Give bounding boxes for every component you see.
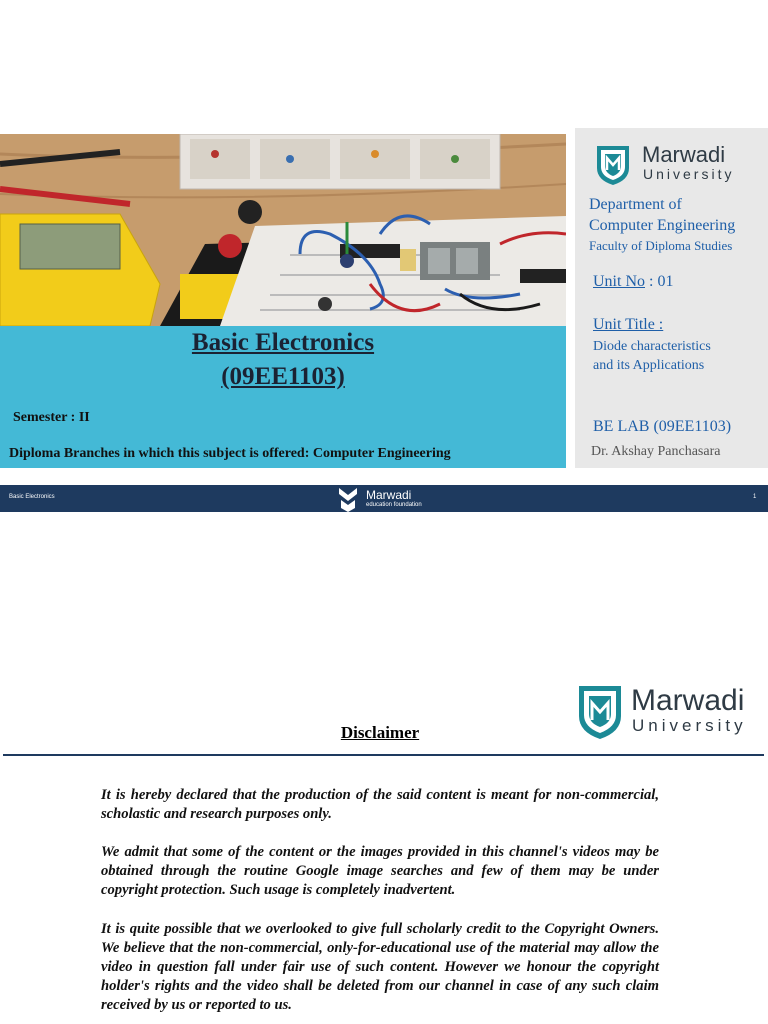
logo-sub: University xyxy=(643,166,735,182)
electronics-lab-photo xyxy=(0,134,566,326)
branches-label: Diploma Branches in which this subject is offered: Computer Engineering xyxy=(9,446,451,461)
unit-title-line1: Diode characteristics xyxy=(593,339,711,354)
logo-sub: University xyxy=(632,716,747,735)
course-code: (09EE1103) xyxy=(221,363,345,390)
author-name: Dr. Akshay Panchasara xyxy=(591,444,721,459)
course-title: Basic Electronics xyxy=(191,329,375,356)
department-name: Computer Engineering xyxy=(589,217,736,234)
marwadi-university-logo xyxy=(595,142,765,186)
lab-label: BE LAB (09EE1103) xyxy=(593,418,732,435)
logo-name: Marwadi xyxy=(642,142,726,167)
page-number: 1 xyxy=(753,494,757,500)
disclaimer-paragraph: It is hereby declared that the production of the said content is meant for non-commercial, scholastic and research purposes only. xyxy=(101,787,659,822)
department-label: Department of xyxy=(589,196,682,213)
footer-course-name: Basic Electronics xyxy=(9,494,55,500)
semester-label: Semester : II xyxy=(13,410,90,425)
unit-title-line2: and its Applications xyxy=(593,358,705,373)
breadboard-illustration xyxy=(0,134,566,326)
logo-name: Marwadi xyxy=(631,684,745,717)
unit-number: Unit No : 01 xyxy=(593,273,674,290)
disclaimer-title: Disclaimer xyxy=(340,723,420,742)
foundation-logo-icon xyxy=(337,486,359,512)
disclaimer-paragraph: It is quite possible that we overlooked to give full scholarly credit to the Copyright Owners. We believe that the non-commercial, only-for-educational use of the material may allow the video in question fall under fair use of such content. However we honour the copyright holder's rights and the video shall be deleted from our channel in case of any such claim received by us or reported to us. xyxy=(101,921,659,1013)
faculty-label: Faculty of Diploma Studies xyxy=(589,238,733,253)
footer-logo-name: Marwadi xyxy=(366,488,412,502)
disclaimer-paragraph: We admit that some of the content or the images provided in this channel's videos may be obtained through the routine Google image searches and few of them may be under copyright protection. Such usage is completely inadvertent. xyxy=(101,844,659,898)
title-divider xyxy=(3,754,764,756)
footer-logo xyxy=(337,486,437,512)
unit-title-label: Unit Title : xyxy=(593,316,664,333)
footer-logo-sub: education foundation xyxy=(366,502,422,508)
